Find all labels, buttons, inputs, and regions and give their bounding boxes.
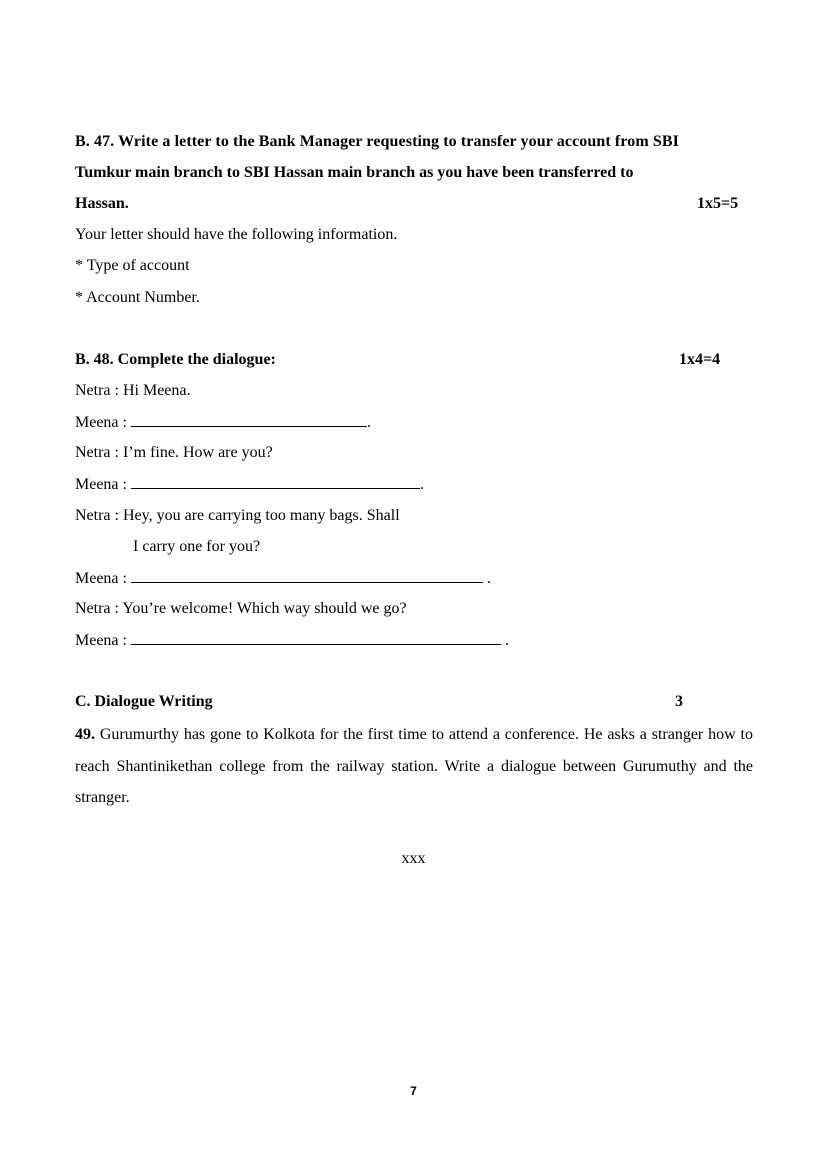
dialogue-line: [75, 412, 371, 433]
q48-marks: 1x4=4: [679, 351, 721, 368]
q47-marks: 1x5=5: [697, 195, 739, 212]
dialogue-line: [75, 568, 491, 589]
q48-heading: B. 48. Complete the dialogue:: [75, 351, 276, 368]
q49-text: Gurumurthy has gone to Kolkota for the first time to attend a conference. He asks a stranger how to reach Shantinikethan college from the railway station. Write a dialogue between Gurumuthy and the stranger.: [75, 726, 753, 806]
answer-blank[interactable]: [131, 412, 367, 427]
speaker-label: Meena :: [75, 414, 127, 431]
q47-instruction: Your letter should have the following information.: [75, 226, 398, 243]
dialogue-line: [75, 630, 509, 651]
q47-line-1: B. 47. Write a letter to the Bank Manager requesting to transfer your account from SBI: [75, 133, 679, 150]
section-c-heading: C. Dialogue Writing: [75, 693, 213, 710]
blank-end: .: [500, 632, 509, 649]
q47-item-2: * Account Number.: [75, 289, 200, 306]
dialogue-line: Netra : Hi Meena.: [75, 382, 191, 399]
end-mark: xxx: [401, 850, 426, 867]
dialogue-line: Netra : You’re welcome! Which way should we go?: [75, 600, 407, 617]
speaker-label: Meena :: [75, 632, 127, 649]
blank-end: .: [419, 476, 424, 493]
page-number: 7: [410, 1084, 417, 1098]
answer-blank[interactable]: [131, 630, 501, 645]
q49-number: 49.: [75, 726, 95, 743]
q47-item-1: * Type of account: [75, 257, 190, 274]
q47-line-3: Hassan.: [75, 195, 129, 212]
blank-end: .: [366, 414, 371, 431]
blank-end: .: [482, 570, 491, 587]
speaker-label: Meena :: [75, 570, 127, 587]
dialogue-line: [75, 474, 424, 495]
q49-paragraph: [75, 719, 753, 814]
dialogue-line: Netra : I’m fine. How are you?: [75, 444, 273, 461]
answer-blank[interactable]: [131, 474, 420, 489]
q47-line-2: Tumkur main branch to SBI Hassan main branch as you have been transferred to: [75, 164, 634, 181]
section-c-marks: 3: [675, 693, 683, 710]
dialogue-line: Netra : Hey, you are carrying too many bags. Shall: [75, 507, 400, 524]
dialogue-line-continued: I carry one for you?: [133, 538, 261, 555]
answer-blank[interactable]: [131, 568, 483, 583]
speaker-label: Meena :: [75, 476, 127, 493]
